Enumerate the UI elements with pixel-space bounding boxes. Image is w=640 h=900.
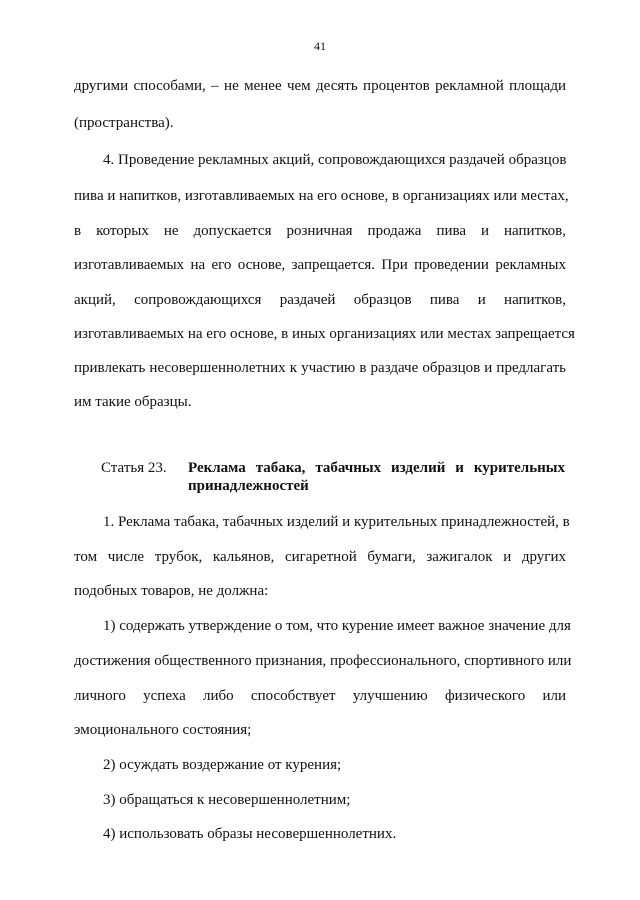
page-number: 41 [314, 39, 326, 53]
paragraph-4-line: акций, сопровождающихся раздачей образцов пива и напитков, [74, 292, 566, 308]
paragraph-4-line: изготавливаемых на его основе, запрещается. При проведении рекламных [74, 257, 566, 273]
item-1-line: личного успеха либо способствует улучшению физического или [74, 688, 566, 704]
paragraph-4-line: 4. Проведение рекламных акций, сопровождающихся раздачей образцов [103, 152, 567, 168]
paragraph-4-line: привлекать несовершеннолетних к участию в раздаче образцов и предлагать [74, 360, 566, 376]
item-4: 4) использовать образы несовершеннолетних. [103, 826, 397, 842]
paragraph-4-line: пива и напитков, изготавливаемых на его основе, в организациях или местах, [74, 188, 569, 204]
article-title-line: принадлежностей [188, 478, 309, 494]
paragraph-4-line: изготавливаемых на его основе, в иных организациях или местах запрещается [74, 326, 575, 342]
item-1-line: достижения общественного признания, профессионального, спортивного или [74, 653, 572, 669]
paragraph-1-line: том числе трубок, кальянов, сигаретной бумаги, зажигалок и других [74, 549, 566, 565]
item-3: 3) обращаться к несовершеннолетним; [103, 792, 351, 808]
item-2: 2) осуждать воздержание от курения; [103, 757, 342, 773]
item-1-line: эмоционального состояния; [74, 722, 252, 738]
paragraph-4-line: им такие образцы. [74, 394, 192, 410]
item-1-line: 1) содержать утверждение о том, что курение имеет важное значение для [103, 618, 571, 634]
text-line: (пространства). [74, 115, 174, 131]
article-label: Статья 23. [101, 460, 167, 476]
article-title-line: Реклама табака, табачных изделий и курительных [188, 460, 565, 476]
text-line: другими способами, – не менее чем десять процентов рекламной площади [74, 78, 566, 94]
paragraph-1-line: 1. Реклама табака, табачных изделий и курительных принадлежностей, в [103, 514, 570, 530]
paragraph-1-line: подобных товаров, не должна: [74, 583, 269, 599]
paragraph-4-line: в которых не допускается розничная продажа пива и напитков, [74, 223, 566, 239]
